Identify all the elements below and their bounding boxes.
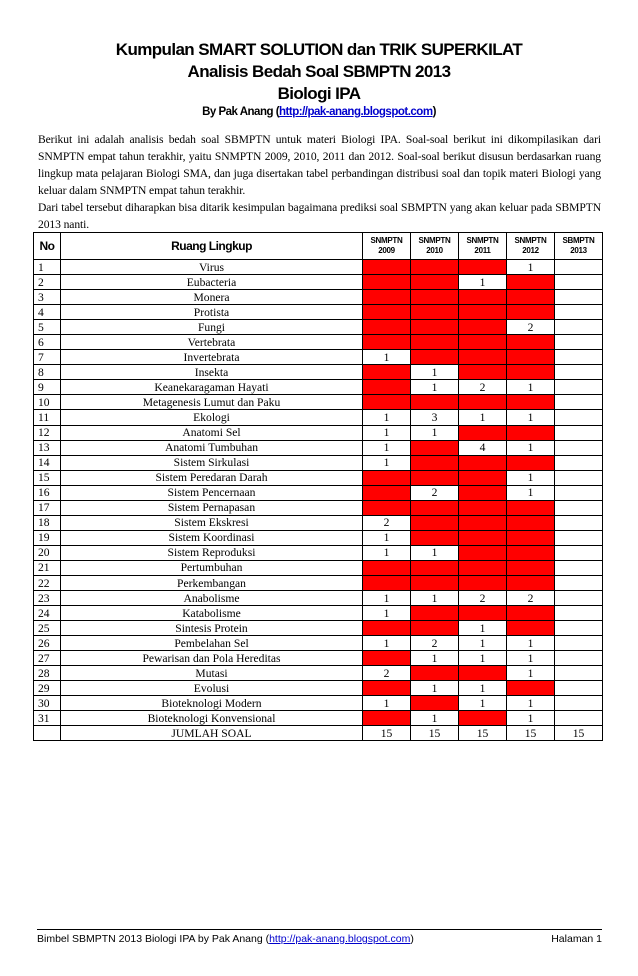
table-row [34, 666, 603, 681]
count-cell: 1 [411, 711, 459, 726]
empty-highlight-cell [459, 350, 507, 365]
empty-highlight-cell [507, 425, 555, 440]
empty-highlight-cell [363, 260, 411, 275]
count-cell: 1 [459, 696, 507, 711]
count-cell: 4 [459, 440, 507, 455]
row-topic: Monera [61, 290, 363, 305]
count-cell [555, 651, 603, 666]
count-cell [555, 711, 603, 726]
empty-highlight-cell [363, 711, 411, 726]
empty-highlight-cell [459, 365, 507, 380]
count-cell: 1 [507, 410, 555, 425]
header-exam: SBMPTN [562, 236, 595, 245]
count-cell: 1 [363, 545, 411, 560]
header-no: No [34, 233, 61, 260]
empty-highlight-cell [411, 666, 459, 681]
header-year-2011 [459, 233, 507, 260]
table-row [34, 350, 603, 365]
empty-highlight-cell [459, 290, 507, 305]
empty-highlight-cell [363, 365, 411, 380]
table-row [34, 365, 603, 380]
empty-highlight-cell [459, 711, 507, 726]
empty-highlight-cell [411, 455, 459, 470]
table-row [34, 560, 603, 575]
table-row [34, 440, 603, 455]
count-cell: 3 [411, 410, 459, 425]
count-cell: 2 [507, 591, 555, 606]
table-row [34, 711, 603, 726]
author-suffix: ) [432, 106, 436, 118]
empty-highlight-cell [507, 515, 555, 530]
count-cell: 1 [459, 636, 507, 651]
row-number: 28 [34, 666, 61, 681]
empty-highlight-cell [411, 305, 459, 320]
header-exam: SNMPTN [514, 236, 547, 245]
table-row [34, 470, 603, 485]
empty-highlight-cell [459, 485, 507, 500]
empty-highlight-cell [459, 500, 507, 515]
empty-highlight-cell [363, 621, 411, 636]
empty-highlight-cell [507, 560, 555, 575]
empty-highlight-cell [507, 365, 555, 380]
author-prefix: By Pak Anang ( [202, 106, 280, 118]
empty-highlight-cell [411, 470, 459, 485]
row-topic: Pembelahan Sel [61, 636, 363, 651]
row-topic: Sistem Pernapasan [61, 500, 363, 515]
count-cell: 1 [411, 545, 459, 560]
empty-highlight-cell [459, 575, 507, 590]
count-cell [555, 470, 603, 485]
row-topic: Sistem Ekskresi [61, 515, 363, 530]
row-topic: Sistem Koordinasi [61, 530, 363, 545]
row-number: 12 [34, 425, 61, 440]
empty-highlight-cell [363, 470, 411, 485]
empty-highlight-cell [459, 545, 507, 560]
table-row [34, 485, 603, 500]
row-number: 24 [34, 606, 61, 621]
table-row [34, 621, 603, 636]
empty-highlight-cell [459, 515, 507, 530]
count-cell: 1 [363, 636, 411, 651]
row-topic: Anabolisme [61, 591, 363, 606]
count-cell [555, 636, 603, 651]
row-topic: Bioteknologi Modern [61, 696, 363, 711]
row-number: 5 [34, 320, 61, 335]
table-row [34, 681, 603, 696]
document-title: Kumpulan SMART SOLUTION dan TRIK SUPERKILAT [115, 40, 523, 59]
row-topic: Sistem Peredaran Darah [61, 470, 363, 485]
empty-highlight-cell [411, 530, 459, 545]
row-number: 4 [34, 305, 61, 320]
empty-highlight-cell [363, 275, 411, 290]
count-cell: 1 [363, 455, 411, 470]
total-cell: 15 [459, 726, 507, 741]
count-cell [555, 350, 603, 365]
empty-highlight-cell [459, 260, 507, 275]
table-row [34, 530, 603, 545]
header-year-2012 [507, 233, 555, 260]
row-number: 30 [34, 696, 61, 711]
row-topic: Eubacteria [61, 275, 363, 290]
empty-highlight-cell [507, 275, 555, 290]
count-cell [555, 485, 603, 500]
empty-highlight-cell [411, 275, 459, 290]
empty-highlight-cell [363, 651, 411, 666]
empty-highlight-cell [459, 606, 507, 621]
count-cell: 1 [363, 440, 411, 455]
empty-highlight-cell [411, 560, 459, 575]
table-row [34, 606, 603, 621]
count-cell: 2 [363, 666, 411, 681]
table-row [34, 395, 603, 410]
row-number: 18 [34, 515, 61, 530]
table-row [34, 651, 603, 666]
count-cell: 1 [363, 530, 411, 545]
count-cell: 1 [363, 591, 411, 606]
header-year: 2012 [522, 246, 539, 255]
empty-highlight-cell [363, 335, 411, 350]
empty-highlight-cell [507, 305, 555, 320]
count-cell: 1 [363, 410, 411, 425]
table-row [34, 410, 603, 425]
count-cell [555, 305, 603, 320]
count-cell: 1 [507, 636, 555, 651]
count-cell: 1 [459, 621, 507, 636]
row-number: 19 [34, 530, 61, 545]
row-topic: Katabolisme [61, 606, 363, 621]
total-cell: 15 [411, 726, 459, 741]
row-topic: Invertebrata [61, 350, 363, 365]
count-cell [555, 606, 603, 621]
empty-highlight-cell [411, 606, 459, 621]
count-cell: 1 [459, 275, 507, 290]
count-cell [555, 696, 603, 711]
empty-highlight-cell [507, 621, 555, 636]
count-cell: 2 [363, 515, 411, 530]
row-number: 10 [34, 395, 61, 410]
row-topic: Protista [61, 305, 363, 320]
empty-highlight-cell [363, 290, 411, 305]
count-cell: 1 [507, 485, 555, 500]
row-number: 25 [34, 621, 61, 636]
author-line [0, 106, 638, 118]
count-cell: 1 [507, 380, 555, 395]
row-number: 7 [34, 350, 61, 365]
row-number: 8 [34, 365, 61, 380]
row-topic: Sistem Sirkulasi [61, 455, 363, 470]
count-cell [555, 621, 603, 636]
empty-highlight-cell [411, 575, 459, 590]
table-row [34, 500, 603, 515]
header-year: 2011 [474, 246, 491, 255]
empty-highlight-cell [411, 696, 459, 711]
count-cell [555, 500, 603, 515]
header-exam: SNMPTN [466, 236, 499, 245]
row-topic: Pewarisan dan Pola Hereditas [61, 651, 363, 666]
count-cell: 1 [507, 696, 555, 711]
empty-highlight-cell [507, 455, 555, 470]
row-number: 29 [34, 681, 61, 696]
count-cell [555, 335, 603, 350]
row-topic: Sistem Pencernaan [61, 485, 363, 500]
empty-highlight-cell [459, 455, 507, 470]
empty-highlight-cell [363, 575, 411, 590]
table-row [34, 591, 603, 606]
table-row [34, 260, 603, 275]
count-cell [555, 410, 603, 425]
total-cell: 15 [363, 726, 411, 741]
empty-highlight-cell [363, 485, 411, 500]
row-number: 16 [34, 485, 61, 500]
table-row [34, 290, 603, 305]
row-topic: Keanekaragaman Hayati [61, 380, 363, 395]
total-cell: 15 [507, 726, 555, 741]
empty-highlight-cell [411, 260, 459, 275]
count-cell: 1 [363, 606, 411, 621]
row-number: 6 [34, 335, 61, 350]
total-cell: 15 [555, 726, 603, 741]
total-row [34, 726, 603, 741]
count-cell: 2 [411, 485, 459, 500]
count-cell [555, 681, 603, 696]
row-topic: Virus [61, 260, 363, 275]
table-row [34, 696, 603, 711]
table-row [34, 425, 603, 440]
count-cell: 1 [363, 425, 411, 440]
count-cell: 1 [459, 410, 507, 425]
count-cell: 1 [507, 470, 555, 485]
total-no-cell [34, 726, 61, 741]
count-cell [555, 320, 603, 335]
row-number: 22 [34, 575, 61, 590]
row-topic: Anatomi Sel [61, 425, 363, 440]
empty-highlight-cell [411, 440, 459, 455]
count-cell [555, 591, 603, 606]
count-cell: 2 [459, 591, 507, 606]
empty-highlight-cell [411, 290, 459, 305]
count-cell: 1 [507, 711, 555, 726]
empty-highlight-cell [507, 335, 555, 350]
empty-highlight-cell [459, 320, 507, 335]
row-number: 17 [34, 500, 61, 515]
page-number: Halaman 1 [551, 933, 602, 945]
empty-highlight-cell [507, 545, 555, 560]
empty-highlight-cell [459, 335, 507, 350]
count-cell: 1 [411, 591, 459, 606]
count-cell [555, 455, 603, 470]
empty-highlight-cell [459, 666, 507, 681]
header-year: 2013 [570, 246, 587, 255]
count-cell [555, 290, 603, 305]
row-topic: Sintesis Protein [61, 621, 363, 636]
empty-highlight-cell [459, 305, 507, 320]
row-topic: Anatomi Tumbuhan [61, 440, 363, 455]
count-cell [555, 275, 603, 290]
count-cell: 1 [507, 260, 555, 275]
header-year-2010 [411, 233, 459, 260]
row-topic: Fungi [61, 320, 363, 335]
count-cell [555, 440, 603, 455]
page-footer [37, 929, 602, 945]
footer-link[interactable]: http://pak-anang.blogspot.com [269, 933, 411, 945]
row-number: 26 [34, 636, 61, 651]
table-row [34, 380, 603, 395]
empty-highlight-cell [363, 395, 411, 410]
table-row [34, 335, 603, 350]
count-cell [555, 515, 603, 530]
empty-highlight-cell [459, 560, 507, 575]
empty-highlight-cell [507, 530, 555, 545]
row-number: 1 [34, 260, 61, 275]
row-number: 3 [34, 290, 61, 305]
table-row [34, 545, 603, 560]
empty-highlight-cell [459, 470, 507, 485]
empty-highlight-cell [507, 681, 555, 696]
count-cell [555, 666, 603, 681]
count-cell: 2 [411, 636, 459, 651]
empty-highlight-cell [363, 560, 411, 575]
table-row [34, 275, 603, 290]
count-cell [555, 380, 603, 395]
empty-highlight-cell [411, 515, 459, 530]
row-number: 13 [34, 440, 61, 455]
empty-highlight-cell [507, 350, 555, 365]
count-cell [555, 560, 603, 575]
header-exam: SNMPTN [418, 236, 451, 245]
table-row [34, 575, 603, 590]
row-number: 20 [34, 545, 61, 560]
row-number: 31 [34, 711, 61, 726]
footer-prefix: Bimbel SBMPTN 2013 Biologi IPA by Pak Anang ( [37, 933, 270, 945]
author-link[interactable]: http://pak-anang.blogspot.com [279, 106, 433, 118]
table-row [34, 515, 603, 530]
empty-highlight-cell [411, 395, 459, 410]
row-number: 15 [34, 470, 61, 485]
empty-highlight-cell [411, 335, 459, 350]
count-cell: 1 [411, 365, 459, 380]
count-cell [555, 425, 603, 440]
count-cell: 1 [363, 696, 411, 711]
empty-highlight-cell [363, 320, 411, 335]
header-year: 2009 [378, 246, 395, 255]
count-cell: 1 [363, 350, 411, 365]
empty-highlight-cell [507, 290, 555, 305]
conclusion-paragraph: Dari tabel tersebut diharapkan bisa ditarik kesimpulan bagaimana prediksi soal SBMPTN yang akan keluar pada SBMPTN 2013 nanti. [38, 201, 601, 231]
row-number: 14 [34, 455, 61, 470]
count-cell: 1 [507, 440, 555, 455]
count-cell: 2 [507, 320, 555, 335]
header-year-2009 [363, 233, 411, 260]
empty-highlight-cell [411, 320, 459, 335]
count-cell: 1 [507, 666, 555, 681]
empty-highlight-cell [363, 380, 411, 395]
count-cell [555, 545, 603, 560]
row-topic: Pertumbuhan [61, 560, 363, 575]
count-cell: 1 [459, 651, 507, 666]
row-topic: Ekologi [61, 410, 363, 425]
empty-highlight-cell [459, 425, 507, 440]
empty-highlight-cell [507, 500, 555, 515]
header-year-2013 [555, 233, 603, 260]
row-number: 9 [34, 380, 61, 395]
empty-highlight-cell [411, 350, 459, 365]
table-header-row [34, 233, 603, 260]
analysis-table [33, 232, 603, 741]
row-number: 27 [34, 651, 61, 666]
count-cell: 1 [507, 651, 555, 666]
row-topic: Metagenesis Lumut dan Paku [61, 395, 363, 410]
footer-suffix: ) [410, 933, 414, 945]
count-cell: 1 [411, 681, 459, 696]
document-subtitle: Analisis Bedah Soal SBMPTN 2013 [187, 62, 451, 81]
row-number: 21 [34, 560, 61, 575]
empty-highlight-cell [507, 395, 555, 410]
count-cell [555, 365, 603, 380]
empty-highlight-cell [363, 681, 411, 696]
empty-highlight-cell [363, 305, 411, 320]
empty-highlight-cell [363, 500, 411, 515]
count-cell [555, 260, 603, 275]
row-number: 23 [34, 591, 61, 606]
count-cell: 1 [411, 380, 459, 395]
subject-title: Biologi IPA [277, 84, 361, 103]
count-cell: 1 [411, 651, 459, 666]
row-topic: Sistem Reproduksi [61, 545, 363, 560]
row-topic: Bioteknologi Konvensional [61, 711, 363, 726]
empty-highlight-cell [411, 621, 459, 636]
count-cell [555, 395, 603, 410]
table-row [34, 305, 603, 320]
row-number: 2 [34, 275, 61, 290]
empty-highlight-cell [507, 606, 555, 621]
empty-highlight-cell [459, 395, 507, 410]
count-cell: 1 [459, 681, 507, 696]
header-year: 2010 [426, 246, 443, 255]
row-topic: Insekta [61, 365, 363, 380]
row-topic: Perkembangan [61, 575, 363, 590]
table-row [34, 636, 603, 651]
row-number: 11 [34, 410, 61, 425]
header-topic: Ruang Lingkup [61, 233, 363, 260]
table-body [34, 260, 603, 726]
total-label: JUMLAH SOAL [61, 726, 363, 741]
empty-highlight-cell [507, 575, 555, 590]
row-topic: Mutasi [61, 666, 363, 681]
count-cell [555, 530, 603, 545]
count-cell: 2 [459, 380, 507, 395]
count-cell [555, 575, 603, 590]
row-topic: Vertebrata [61, 335, 363, 350]
empty-highlight-cell [459, 530, 507, 545]
row-topic: Evolusi [61, 681, 363, 696]
header-exam: SNMPTN [370, 236, 403, 245]
intro-paragraph: Berikut ini adalah analisis bedah soal SBMPTN untuk materi Biologi IPA. Soal-soal berikut ini dikompilasikan dari SNMPTN empat tahun terakhir, yaitu SNMPTN 2009, 2010, 2011 dan 2012. Soal-soal berikut disusun berdasarkan ruang lingkup mata pelajaran Biologi SMA, dan juga disertakan tabel perbandingan distribusi soal dan topik materi Biologi yang keluar dalam SNMPTN empat tahun terakhir. [38, 133, 601, 197]
empty-highlight-cell [411, 500, 459, 515]
table-row [34, 455, 603, 470]
table-row [34, 320, 603, 335]
count-cell: 1 [411, 425, 459, 440]
